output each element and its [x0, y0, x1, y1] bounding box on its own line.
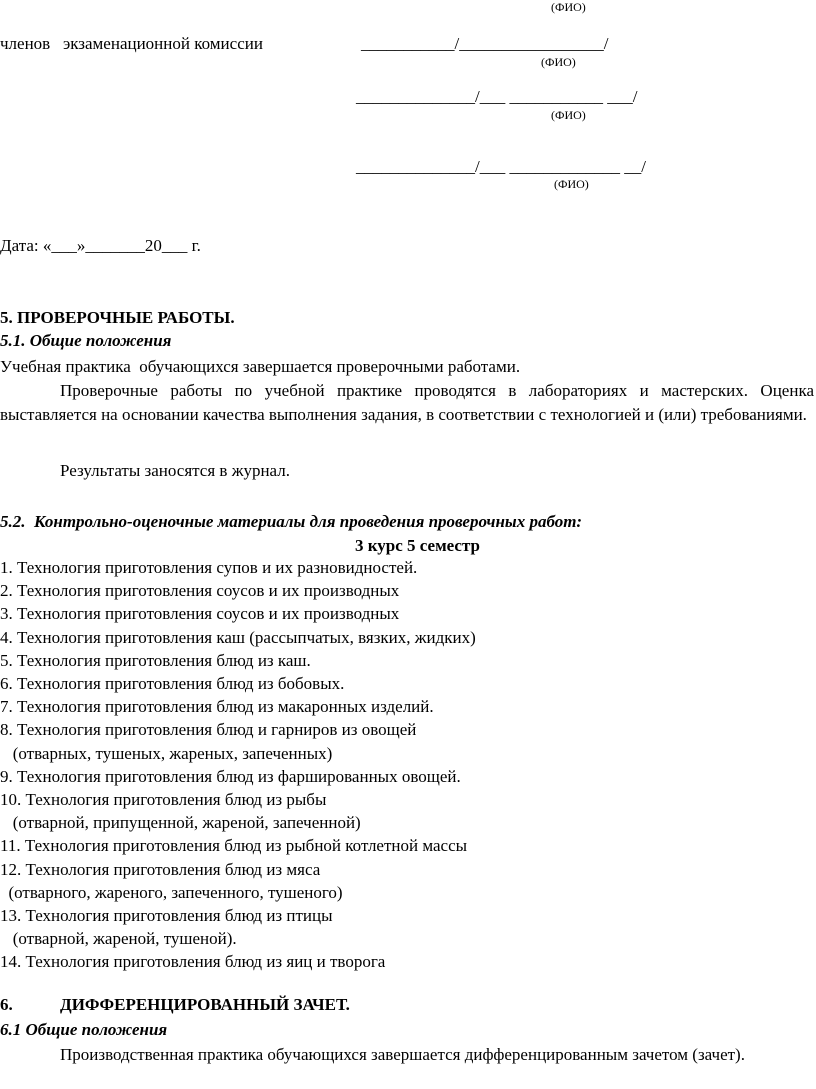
list-item: 13. Технология приготовления блюд из птицы — [0, 906, 333, 926]
section-6-number: 6. — [0, 995, 13, 1014]
date-line: Дата: «___»_______20___ г. — [0, 236, 201, 255]
fio-caption-3: (ФИО) — [554, 177, 589, 191]
list-item: 2. Технология приготовления соусов и их производных — [0, 581, 400, 601]
section-6-1-heading: 6.1 Общие положения — [0, 1020, 168, 1039]
list-item: 6. Технология приготовления блюд из бобовых. — [0, 674, 345, 694]
list-item: 1. Технология приготовления супов и их разновидностей. — [0, 558, 418, 577]
list-item-continuation: (отварной, жареной, тушеной). — [0, 929, 237, 949]
section-5-title: 5. ПРОВЕРОЧНЫЕ РАБОТЫ. — [0, 308, 235, 327]
list-item: 3. Технология приготовления соусов и их производных — [0, 604, 400, 624]
commission-members-label: членов экзаменационной комиссии — [0, 34, 263, 53]
fio-caption-2: (ФИО) — [551, 108, 586, 122]
list-item-continuation: (отварных, тушеных, жареных, запеченных) — [0, 743, 333, 763]
section-6-paragraph-1: Производственная практика обучающихся завершается дифференцированным зачетом (зачет). — [60, 1045, 745, 1064]
section-5-2-number: 5.2. — [0, 512, 26, 531]
section-6-title: ДИФФЕРЕНЦИРОВАННЫЙ ЗАЧЕТ. — [60, 995, 350, 1014]
list-item: 4. Технология приготовления каш (рассыпчатых, вязких, жидких) — [0, 627, 476, 647]
section-5-paragraph-3: Результаты заносятся в журнал. — [60, 461, 290, 480]
section-5-1-heading — [0, 329, 171, 352]
list-item: 10. Технология приготовления блюд из рыбы — [0, 790, 327, 810]
course-semester-heading: 3 курс 5 семестр — [355, 536, 480, 555]
list-item: 9. Технология приготовления блюд из фаршированных овощей. — [0, 766, 461, 786]
list-item: 8. Технология приготовления блюд и гарниров из овощей — [0, 720, 417, 740]
section-5-paragraph-1: Учебная практика обучающихся завершается проверочными работами. — [0, 357, 521, 376]
signature-line-2: ______________/___ ___________ ___/ — [356, 87, 638, 106]
list-item: 7. Технология приготовления блюд из макаронных изделий. — [0, 697, 434, 717]
section-5-2-title: Контрольно-оценочные материалы для проведения проверочных работ: — [34, 512, 583, 531]
list-item-continuation: (отварной, припущенной, жареной, запеченной) — [0, 813, 361, 833]
section-5-2-heading — [0, 510, 582, 533]
section-5-1-number: 5.1. — [0, 331, 26, 350]
list-item: 12. Технология приготовления блюд из мяса — [0, 859, 321, 879]
fio-caption-top: (ФИО) — [551, 0, 586, 14]
fio-caption-1: (ФИО) — [541, 55, 576, 69]
list-item-continuation: (отварного, жареного, запеченного, тушеного) — [0, 882, 343, 902]
list-item: 11. Технология приготовления блюд из рыбной котлетной массы — [0, 836, 468, 856]
section-5-paragraph-2: Проверочные работы по учебной практике проводятся в лабораториях и мастерских. Оценка выставляется на основании качества выполнения задания, в соответствии с технологией и (или) требованиями. — [0, 381, 814, 424]
list-item: 14. Технология приготовления блюд из яиц и творога — [0, 952, 386, 972]
list-item: 5. Технология приготовления блюд из каш. — [0, 650, 311, 670]
signature-line-3: ______________/___ _____________ __/ — [356, 157, 646, 176]
signature-line-1: ___________/_________________/ — [361, 34, 609, 53]
assessment-topics-list — [0, 556, 476, 974]
section-5-1-title: Общие положения — [29, 331, 172, 350]
